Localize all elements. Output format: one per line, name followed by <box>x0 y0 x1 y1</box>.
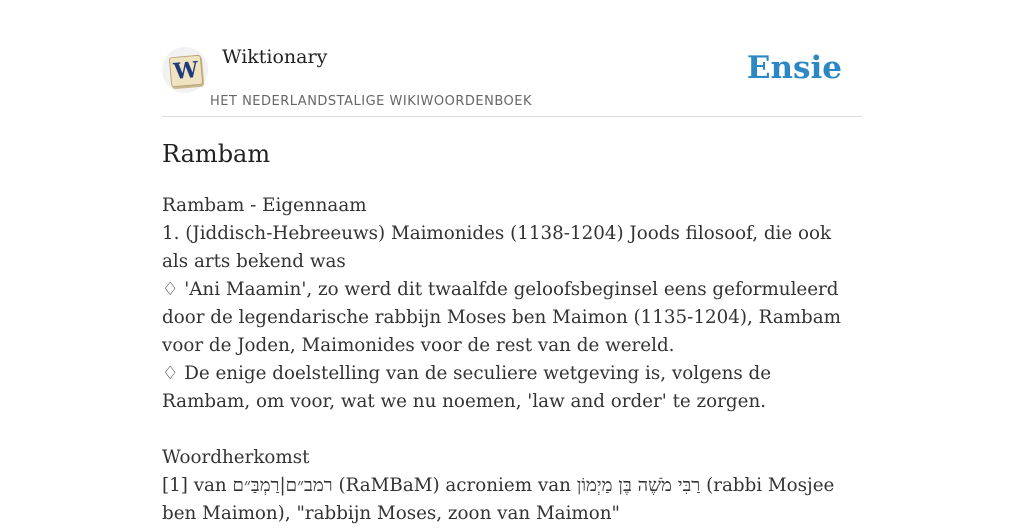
ensie-link[interactable]: Ensie <box>746 50 842 86</box>
etymology-middle: (RaMBaM) acroniem van <box>338 475 571 496</box>
etymology-hebrew-fullname: רַבִּי מֹשֶׁה בֶּן מַיְמוֹן <box>576 475 701 496</box>
etymology-hebrew-acronym: רמב״ם|רַמְבַּ״ם <box>232 475 333 496</box>
site-tagline: HET NEDERLANDSTALIGE WIKIWOORDENBOEK <box>210 94 533 109</box>
site-header <box>162 0 862 117</box>
page <box>162 0 862 524</box>
etymology-text <box>162 472 862 528</box>
page-title: Rambam <box>162 140 271 168</box>
definition-text: 1. (Jiddisch-Hebreeuws) Maimonides (1138-1204) Joods filosoof, die ook als arts bekend was <box>162 223 832 272</box>
entry-heading: Rambam - Eigennaam <box>162 195 367 216</box>
example-sentence-2: ♢ De enige doelstelling van de seculiere wetgeving is, volgens de Rambam, om voor, wat we nu noemen, 'law and order' te zorgen. <box>162 363 772 412</box>
wiktionary-logo[interactable] <box>162 47 208 93</box>
etymology-suffix: (rabbi Mosjee ben Maimon), "rabbijn Moses, zoon van Maimon" <box>162 475 835 524</box>
entry-body <box>162 192 862 528</box>
logo-tile-icon: W <box>169 55 203 88</box>
site-name[interactable]: Wiktionary <box>222 46 328 68</box>
etymology-prefix: [1] van <box>162 475 227 496</box>
paragraph-spacer <box>162 416 862 444</box>
example-sentence-1: ♢ 'Ani Maamin', zo werd dit twaalfde geloofsbeginsel eens geformuleerd door de legendarische rabbijn Moses ben Maimon (1135-1204), Rambam voor de Joden, Maimonides voor de rest van de wereld. <box>162 279 841 356</box>
etymology-heading: Woordherkomst <box>162 447 310 468</box>
